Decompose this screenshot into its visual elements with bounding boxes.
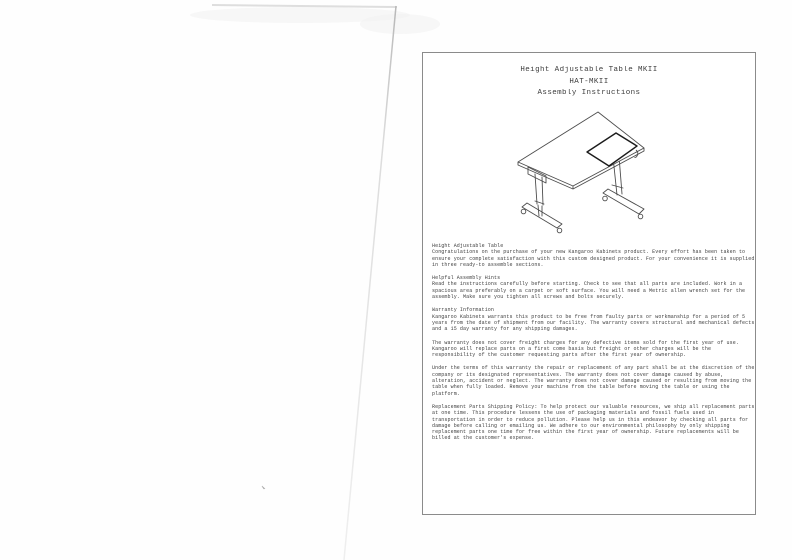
- body-text: [432, 243, 755, 449]
- doc-subtitle: Assembly Instructions: [537, 89, 641, 97]
- left-page-top-edge: [212, 5, 397, 7]
- caster-wheel: [557, 228, 562, 233]
- caster-wheel: [603, 196, 608, 201]
- section-heading: Height Adjustable Table: [432, 243, 504, 249]
- section-warranty-info: [432, 307, 755, 332]
- doc-title: Height Adjustable Table MKII: [520, 66, 658, 74]
- doc-model-number: HAT-MKII: [569, 77, 609, 86]
- section-warranty-freight: [432, 340, 755, 359]
- section-body: Read the instructions carefully before starting. Check to see that all parts are included. Work in a spacious area preferably on a carpet or soft surface. You will need a Metric allen wrench set for the assembly. Make sure you tighten all screws and bolts securely.: [432, 281, 746, 301]
- scan-speck: [262, 486, 265, 489]
- section-assembly-hints: [432, 275, 755, 300]
- section-body: Under the terms of this warranty the repair or replacement of any part shall be at the discretion of the company or its designated representatives. The warranty does not cover damage caused by abuse, alteration, accident or neglect. The warranty does not cover damage caused or resulting from moving the table when fully loaded. Remove your machine from the table before moving the table or using the platform.: [432, 365, 755, 397]
- section-shipping-policy: [432, 404, 755, 442]
- caster-wheel: [638, 214, 643, 219]
- table-illustration: [499, 107, 671, 247]
- scan-smudge: [360, 14, 440, 34]
- tabletop-surface: [518, 112, 644, 186]
- caster-wheel: [521, 209, 526, 214]
- section-heading: Helpful Assembly Hints: [432, 275, 501, 282]
- section-body: The warranty does not cover freight charges for any defective items sold for the first year of use. Kangaroo will replace parts on a first come basis but freight or other charges will be the responsibility of the customer requesting parts after the first year of ownership.: [432, 339, 739, 359]
- rear-leg-foot: [603, 189, 644, 214]
- instruction-page: [422, 52, 756, 515]
- section-heading: Warranty Information: [432, 307, 495, 314]
- table-drawing-svg: [499, 107, 671, 247]
- section-body: Kangaroo Kabinets warrants this product to be free from faulty parts or workmanship for a period of 5 years from the date of shipment from our facility. The warranty covers structural and mechanical defects and a 15 day warranty for any shipping damages.: [432, 313, 755, 333]
- section-warranty-terms: [432, 365, 755, 396]
- section-body: Congratulations on the purchase of your new Kangaroo Kabinets product. Every effort has been taken to ensure your complete satisfaction with this custom designed product. For your convenience it is supplied in three ready-to assemble sections.: [432, 249, 755, 268]
- section-product-intro: [432, 243, 755, 268]
- title-block: [423, 65, 755, 100]
- left-page-right-edge: [344, 6, 396, 560]
- section-body: Replacement Parts Shipping Policy: To help protect our valuable resources, we ship all replacement parts at one time. This procedure lessens the use of packaging materials and fossil fuels used in transportation in order to reduce pollution. Please help us in this endeavor by checking all parts for damage before calling or emailing us. We adhere to our environmental philosophy by only shipping replacement parts one time for free within the first year of ownership. Future replacements will be billed at the customer's expense.: [432, 403, 755, 442]
